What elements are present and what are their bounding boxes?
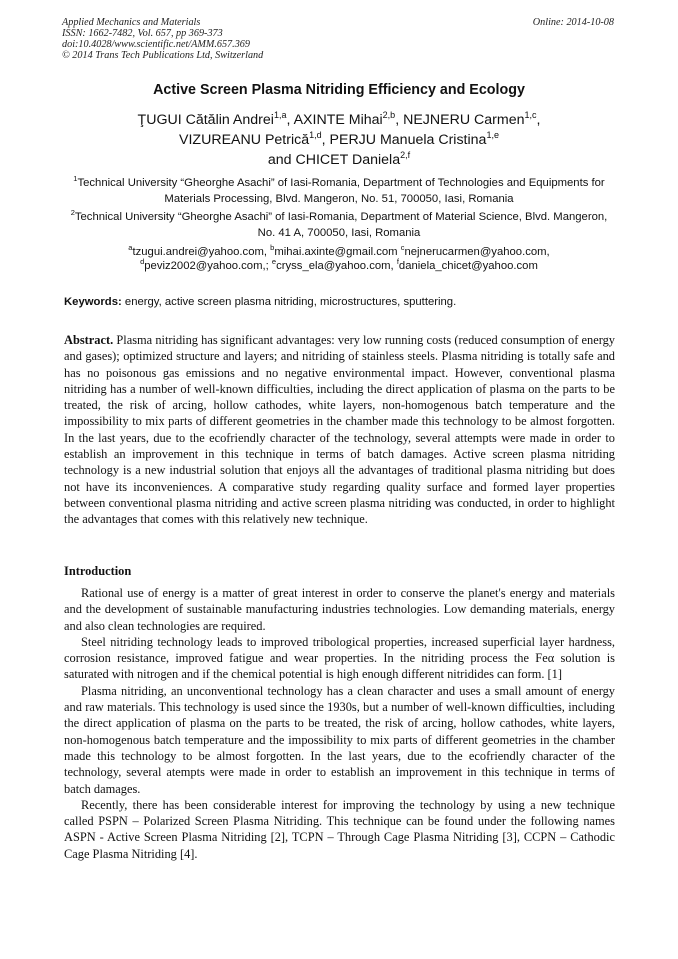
journal-line: © 2014 Trans Tech Publications Ltd, Switzerland <box>62 50 264 61</box>
affiliation-number: 2 <box>70 208 75 217</box>
journal-line: ISSN: 1662-7482, Vol. 657, pp 369-373 <box>62 28 223 39</box>
email-marker: e <box>271 257 277 266</box>
email-marker: c <box>400 243 405 252</box>
affiliation-1 <box>70 175 608 207</box>
keywords-label: Keywords: <box>64 296 122 308</box>
section-heading-introduction: Introduction <box>64 564 132 578</box>
email-address[interactable]: nejnerucarmen@yahoo.com, <box>404 246 550 258</box>
author-superscript: 1,d <box>309 130 322 140</box>
abstract-paragraph <box>64 332 615 528</box>
author-name: and CHICET Daniela <box>267 152 401 168</box>
author-superscript: 1,a <box>273 110 287 120</box>
abstract-text: Plasma nitriding has significant advantages: very low running costs (reduced consumption of energy and gases); optimized structure and layers; and nitriding of stainless steels. Plasma nitriding is totally safe and has no poisonous gas emissions and no negative environmental impact. However, conventional plasma nitriding has a number of well-known difficulties, including the direct application of plasma on the parts to be treated, the risk of arcing, hollow cathodes, white layers, non-homogenous batch temperature and the impossibility to mix parts of different geometries in the chamber made this technology to be almost forgotten. In the last years, due to the ecofriendly character of the technology, several attempts were made in order to establish an improvement in this technique in terms of batch damages. Active screen plasma nitriding technology is a new industrial solution that enjoys all the advantages of traditional plasma nitriding but does not have its inconveniences. A comparative study regarding quality surface and formed layer properties between conventional plasma nitriding and active screen plasma nitriding was conducted, in order to highlight the advantages that comes with this relatively new technique. <box>64 333 615 527</box>
journal-line: Applied Mechanics and Materials <box>62 17 201 28</box>
affiliation-2 <box>70 209 608 241</box>
author-name: PERJU Manuela Cristina <box>329 132 487 148</box>
affiliation-text: Technical University “Gheorghe Asachi” of Iasi-Romania, Department of Material Science, Blvd. Mangeron, No. 41 A, 700050, Iasi, Romania <box>74 211 608 239</box>
introduction-body <box>64 585 615 862</box>
author-superscript: 1,c <box>524 110 537 120</box>
author-name: ŢUGUI Cătălin Andrei <box>137 112 274 128</box>
abstract-label: Abstract. <box>64 333 114 347</box>
author-superscript: 1,e <box>486 130 499 140</box>
online-date: Online: 2014-10-08 <box>532 17 614 28</box>
journal-info <box>62 17 263 61</box>
paper-title: Active Screen Plasma Nitriding Efficiency and Ecology <box>153 82 525 98</box>
author-superscript: 2,b <box>382 110 396 120</box>
author-superscript: 2,f <box>400 150 411 160</box>
email-marker: d <box>140 257 145 266</box>
email-address[interactable]: mihai.axinte@gmail.com <box>274 246 398 258</box>
affiliation-text: Technical University “Gheorghe Asachi” of Iasi-Romania, Department of Technologies and Equipments for Materials Processing, Blvd. Mangeron, No. 51, 700050, Iasi, Romania <box>77 177 605 205</box>
author-name: AXINTE Mihai <box>293 112 383 128</box>
email-address[interactable]: daniela_chicet@yahoo.com <box>398 260 538 272</box>
author-list: ŢUGUI Cătălin Andrei$^{1,a}$, AXINTE Mihai$^{2,b}$, NEJNERU Carmen$^{1,c}$, VIZUREANU Petrică$^{1,d}$, PERJU Manuela Cristina$^{1,e}$ and CHICET Daniela$^{2,f}$ <box>137 110 541 168</box>
author-name: VIZUREANU Petrică <box>179 132 310 148</box>
keywords-text: energy, active screen plasma nitriding, microstructures, sputtering. <box>124 296 457 308</box>
body-paragraph: Plasma nitriding, an unconventional technology has a clean character and uses a small amount of energy and raw materials. This technology is used since the 1930s, but a number of well-known difficulties, including the direct application of plasma on the parts to be treated, the risk of arcing, hollow cathodes, white layers, non-homogenous batch temperature and the impossibility to mix parts of different geometries in the chamber made this technology to be almost forgotten. In the last years, due to the ecofriendly character of the technology, several atempts were made in order to establish an improvement in this technique in terms of batch damages. <box>64 683 615 796</box>
email-marker: a <box>128 243 133 252</box>
email-marker: f <box>396 257 399 266</box>
affiliation-number: 1 <box>73 174 78 183</box>
journal-line: doi:10.4028/www.scientific.net/AMM.657.369 <box>62 39 250 50</box>
body-paragraph: Rational use of energy is a matter of great interest in order to conserve the planet's energy and materials and the development of sustainable manufacturing industries technologies. Low demanding materials, energy and also clean technologies are required. <box>64 586 615 633</box>
email-address[interactable]: tzugui.andrei@yahoo.com, <box>132 246 268 258</box>
author-name: NEJNERU Carmen <box>403 112 525 128</box>
email-list <box>60 245 618 273</box>
email-address[interactable]: cryss_ela@yahoo.com, <box>276 260 394 272</box>
body-paragraph: Recently, there has been considerable interest for improving the technology by using a new technique called PSPN – Polarized Screen Plasma Nitriding. This technique can be found under the following names ASPN - Active Screen Plasma Nitriding [2], TCPN – Through Cage Plasma Nitriding [3], CCPN – Cathodic Cage Plasma Nitriding [4]. <box>64 797 615 861</box>
email-marker: b <box>270 243 275 252</box>
body-paragraph: Steel nitriding technology leads to improved tribological properties, increased superficial layer hardness, corrosion resistance, improved fatigue and wear properties. In the nitriding process the Feα solution is saturated with nitrogen and if the chemical potential is high enough different nitridides can form. [1] <box>64 634 615 682</box>
keywords-line <box>64 296 616 308</box>
email-address[interactable]: peviz2002@yahoo.com,; <box>144 260 269 272</box>
